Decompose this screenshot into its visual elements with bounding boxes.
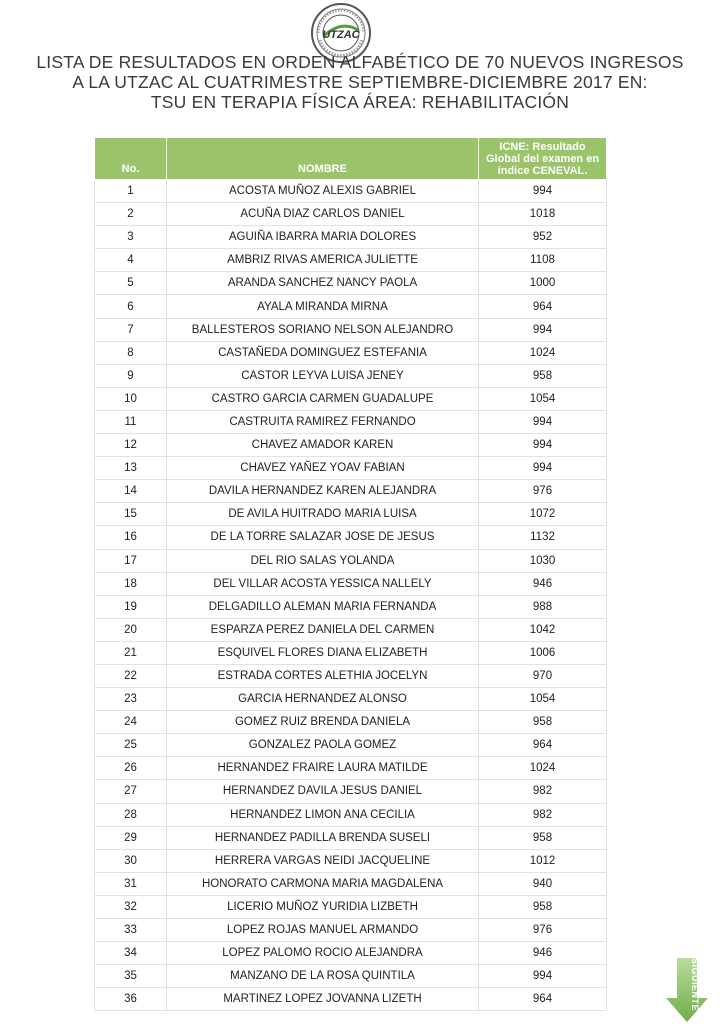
- row-name: LICERIO MUÑOZ YURIDIA LIZBETH: [167, 895, 479, 918]
- row-name: DEL VILLAR ACOSTA YESSICA NALLELY: [167, 572, 479, 595]
- row-name: DEL RIO SALAS YOLANDA: [167, 549, 479, 572]
- next-page-label[interactable]: SIGUIENTE: [690, 958, 700, 1012]
- title-line: LISTA DE RESULTADOS EN ORDEN ALFABÉTICO DE 70 NUEVOS INGRESOS: [36, 52, 684, 72]
- row-number: 1: [95, 180, 167, 203]
- table-row: [95, 711, 607, 734]
- table-row: [95, 410, 607, 433]
- row-name: HERNANDEZ FRAIRE LAURA MATILDE: [167, 757, 479, 780]
- row-number: 30: [95, 849, 167, 872]
- row-score: 958: [479, 826, 607, 849]
- row-name: DE AVILA HUITRADO MARIA LUISA: [167, 503, 479, 526]
- row-name: CASTRO GARCIA CARMEN GUADALUPE: [167, 387, 479, 410]
- row-number: 4: [95, 249, 167, 272]
- table-row: [95, 803, 607, 826]
- row-score: 958: [479, 364, 607, 387]
- row-name: HERNANDEZ LIMON ANA CECILIA: [167, 803, 479, 826]
- row-score: 964: [479, 734, 607, 757]
- row-score: 1054: [479, 688, 607, 711]
- row-number: 28: [95, 803, 167, 826]
- row-name: ESTRADA CORTES ALETHIA JOCELYN: [167, 664, 479, 687]
- row-number: 12: [95, 434, 167, 457]
- row-score: 994: [479, 965, 607, 988]
- row-name: ARANDA SANCHEZ NANCY PAOLA: [167, 272, 479, 295]
- row-score: 994: [479, 457, 607, 480]
- row-name: AMBRIZ RIVAS AMERICA JULIETTE: [167, 249, 479, 272]
- row-number: 7: [95, 318, 167, 341]
- table-row: [95, 480, 607, 503]
- table-row: [95, 734, 607, 757]
- row-name: AGUIÑA IBARRA MARIA DOLORES: [167, 226, 479, 249]
- row-score: 958: [479, 895, 607, 918]
- row-score: 940: [479, 872, 607, 895]
- row-number: 29: [95, 826, 167, 849]
- table-row: [95, 318, 607, 341]
- row-number: 25: [95, 734, 167, 757]
- row-score: 994: [479, 318, 607, 341]
- table-row: [95, 595, 607, 618]
- table-row: [95, 364, 607, 387]
- row-name: DELGADILLO ALEMAN MARIA FERNANDA: [167, 595, 479, 618]
- row-number: 16: [95, 526, 167, 549]
- table-row: [95, 295, 607, 318]
- table-row: [95, 526, 607, 549]
- row-score: 1006: [479, 641, 607, 664]
- row-number: 9: [95, 364, 167, 387]
- table-row: [95, 942, 607, 965]
- row-name: CASTAÑEDA DOMINGUEZ ESTEFANIA: [167, 341, 479, 364]
- row-number: 5: [95, 272, 167, 295]
- table-row: [95, 249, 607, 272]
- table-row: [95, 203, 607, 226]
- table-body: [95, 180, 607, 1011]
- row-name: MANZANO DE LA ROSA QUINTILA: [167, 965, 479, 988]
- table-row: [95, 618, 607, 641]
- row-number: 2: [95, 203, 167, 226]
- row-number: 27: [95, 780, 167, 803]
- table-row: [95, 180, 607, 203]
- title-line: A LA UTZAC AL CUATRIMESTRE SEPTIEMBRE-DICIEMBRE 2017 EN:: [72, 72, 648, 92]
- table-row: [95, 872, 607, 895]
- row-name: MARTINEZ LOPEZ JOVANNA LIZETH: [167, 988, 479, 1011]
- table-row: [95, 965, 607, 988]
- row-number: 3: [95, 226, 167, 249]
- row-number: 22: [95, 664, 167, 687]
- row-name: ESQUIVEL FLORES DIANA ELIZABETH: [167, 641, 479, 664]
- score-header-line: índice CENEVAL.: [497, 165, 588, 177]
- row-score: 1132: [479, 526, 607, 549]
- row-score: 946: [479, 572, 607, 595]
- table-row: [95, 387, 607, 410]
- row-name: HERRERA VARGAS NEIDI JACQUELINE: [167, 849, 479, 872]
- row-score: 994: [479, 434, 607, 457]
- row-number: 15: [95, 503, 167, 526]
- row-number: 20: [95, 618, 167, 641]
- row-score: 1012: [479, 849, 607, 872]
- row-score: 964: [479, 988, 607, 1011]
- row-name: DE LA TORRE SALAZAR JOSE DE JESUS: [167, 526, 479, 549]
- row-score: 988: [479, 595, 607, 618]
- row-name: LOPEZ PALOMO ROCIO ALEJANDRA: [167, 942, 479, 965]
- row-score: 1108: [479, 249, 607, 272]
- row-score: 1024: [479, 341, 607, 364]
- row-number: 24: [95, 711, 167, 734]
- row-number: 17: [95, 549, 167, 572]
- row-number: 19: [95, 595, 167, 618]
- row-number: 21: [95, 641, 167, 664]
- row-score: 1000: [479, 272, 607, 295]
- column-header-score: [479, 138, 607, 180]
- row-score: 952: [479, 226, 607, 249]
- row-number: 26: [95, 757, 167, 780]
- row-name: GARCIA HERNANDEZ ALONSO: [167, 688, 479, 711]
- row-name: ACUÑA DIAZ CARLOS DANIEL: [167, 203, 479, 226]
- table-row: [95, 988, 607, 1011]
- row-score: 976: [479, 480, 607, 503]
- table-row: [95, 826, 607, 849]
- results-table: [94, 137, 607, 1011]
- table-row: [95, 664, 607, 687]
- row-score: 970: [479, 664, 607, 687]
- row-score: 994: [479, 180, 607, 203]
- row-number: 35: [95, 965, 167, 988]
- row-name: CHAVEZ AMADOR KAREN: [167, 434, 479, 457]
- row-name: BALLESTEROS SORIANO NELSON ALEJANDRO: [167, 318, 479, 341]
- table-row: [95, 457, 607, 480]
- row-name: ACOSTA MUÑOZ ALEXIS GABRIEL: [167, 180, 479, 203]
- table-row: [95, 757, 607, 780]
- row-name: GONZALEZ PAOLA GOMEZ: [167, 734, 479, 757]
- table-row: [95, 341, 607, 364]
- table-row: [95, 572, 607, 595]
- table-row: [95, 641, 607, 664]
- row-score: 994: [479, 410, 607, 433]
- page-title: [0, 52, 720, 112]
- row-score: 958: [479, 711, 607, 734]
- row-score: 982: [479, 780, 607, 803]
- table-row: [95, 226, 607, 249]
- table-row: [95, 272, 607, 295]
- row-number: 14: [95, 480, 167, 503]
- logo-text: UTZAC: [322, 29, 360, 41]
- row-score: 982: [479, 803, 607, 826]
- row-score: 964: [479, 295, 607, 318]
- row-number: 6: [95, 295, 167, 318]
- row-name: CHAVEZ YAÑEZ YOAV FABIAN: [167, 457, 479, 480]
- row-name: DAVILA HERNANDEZ KAREN ALEJANDRA: [167, 480, 479, 503]
- row-number: 18: [95, 572, 167, 595]
- row-name: CASTOR LEYVA LUISA JENEY: [167, 364, 479, 387]
- table-header-row: [95, 138, 607, 180]
- row-score: 1030: [479, 549, 607, 572]
- score-header-line: ICNE: Resultado: [499, 141, 586, 153]
- table-row: [95, 849, 607, 872]
- row-number: 33: [95, 919, 167, 942]
- row-name: HERNANDEZ DAVILA JESUS DANIEL: [167, 780, 479, 803]
- table-row: [95, 434, 607, 457]
- row-name: HONORATO CARMONA MARIA MAGDALENA: [167, 872, 479, 895]
- row-name: GOMEZ RUIZ BRENDA DANIELA: [167, 711, 479, 734]
- table-row: [95, 895, 607, 918]
- table-row: [95, 503, 607, 526]
- row-number: 8: [95, 341, 167, 364]
- row-score: 1072: [479, 503, 607, 526]
- row-number: 11: [95, 410, 167, 433]
- column-header-name: NOMBRE: [167, 138, 479, 180]
- row-score: 976: [479, 919, 607, 942]
- row-name: LOPEZ ROJAS MANUEL ARMANDO: [167, 919, 479, 942]
- row-name: CASTRUITA RAMIREZ FERNANDO: [167, 410, 479, 433]
- table-row: [95, 549, 607, 572]
- table-row: [95, 919, 607, 942]
- row-score: 1054: [479, 387, 607, 410]
- row-name: ESPARZA PEREZ DANIELA DEL CARMEN: [167, 618, 479, 641]
- row-score: 1018: [479, 203, 607, 226]
- row-number: 31: [95, 872, 167, 895]
- row-number: 32: [95, 895, 167, 918]
- row-number: 23: [95, 688, 167, 711]
- row-number: 34: [95, 942, 167, 965]
- row-name: HERNANDEZ PADILLA BRENDA SUSELI: [167, 826, 479, 849]
- title-line: TSU EN TERAPIA FÍSICA ÁREA: REHABILITACIÓN: [150, 92, 570, 112]
- table-row: [95, 688, 607, 711]
- row-name: AYALA MIRANDA MIRNA: [167, 295, 479, 318]
- row-score: 946: [479, 942, 607, 965]
- row-number: 13: [95, 457, 167, 480]
- row-number: 10: [95, 387, 167, 410]
- row-score: 1024: [479, 757, 607, 780]
- table-row: [95, 780, 607, 803]
- column-header-no: No.: [95, 138, 167, 180]
- score-header-line: Global del examen en: [485, 153, 600, 165]
- row-number: 36: [95, 988, 167, 1011]
- row-score: 1042: [479, 618, 607, 641]
